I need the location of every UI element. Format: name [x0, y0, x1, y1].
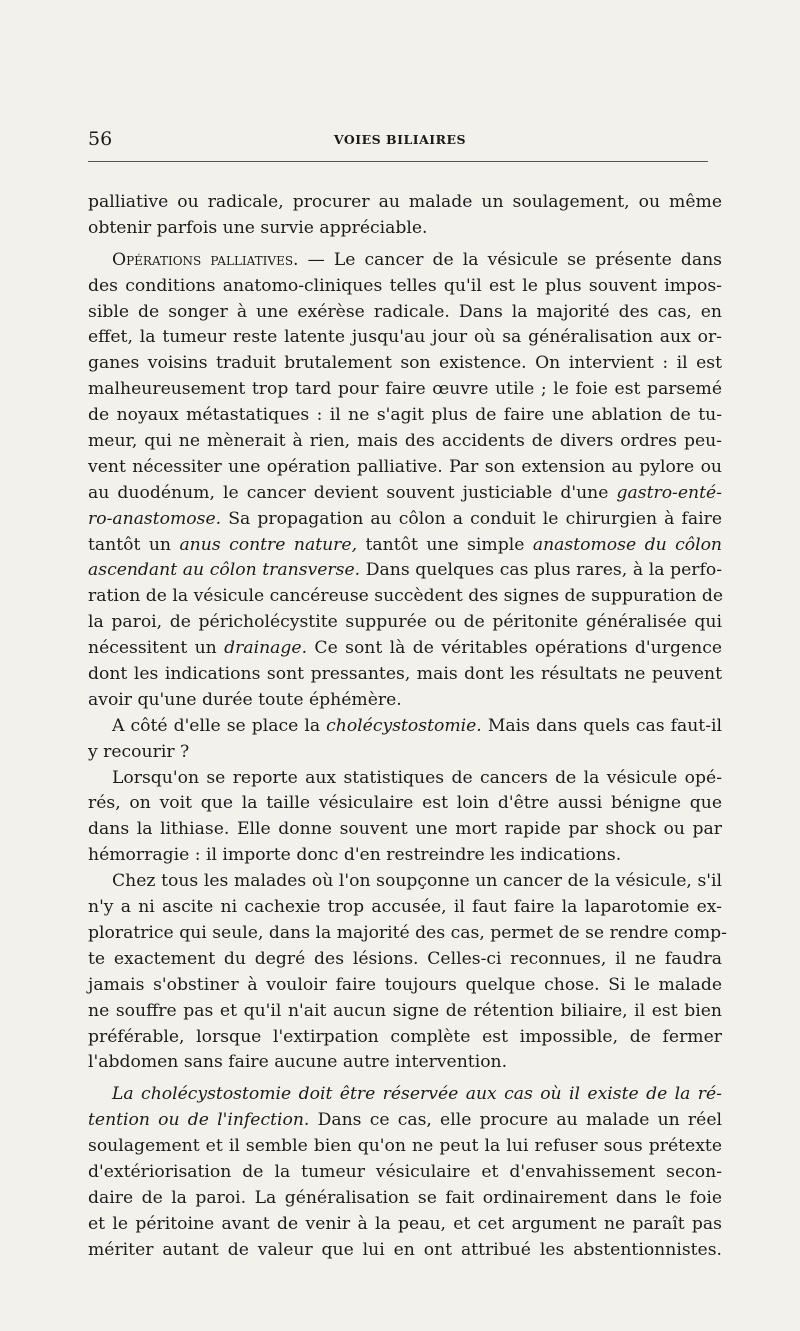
text-line — [88, 1082, 722, 1108]
text-segment: te exactement du degré des lésions. Celles-ci reconnues, il ne faudra — [88, 948, 722, 969]
text-line — [88, 351, 722, 377]
text-segment: au duodénum, le cancer devient souvent justiciable d'une — [88, 482, 617, 503]
text-segment: Mais dans quels cas faut-il — [481, 715, 722, 736]
text-line — [88, 216, 722, 242]
text-line — [88, 791, 722, 817]
text-line — [88, 274, 722, 300]
text-segment: Chez tous les malades où l'on soupçonne un cancer de la vésicule, s'il — [112, 871, 722, 892]
text-segment: tantôt un — [88, 534, 180, 555]
text-line — [88, 300, 722, 326]
text-line — [88, 999, 722, 1025]
italic-text: anastomose du côlon — [532, 534, 723, 555]
page-number: 56 — [88, 128, 113, 150]
text-segment: sible de songer à une exérèse radicale. Dans la majorité des cas, en — [88, 301, 722, 322]
text-segment: soulagement et il semble bien qu'on ne peut la lui refuser sous prétexte — [88, 1136, 722, 1157]
text-segment: malheureusement trop tard pour faire œuvre utile ; le foie est parsemé — [88, 379, 722, 400]
text-line — [88, 740, 722, 766]
text-segment: Dans quelques cas plus rares, à la perfo- — [360, 560, 723, 581]
text-line — [88, 190, 722, 216]
text-segment: palliative ou radicale, procurer au malade un soulagement, ou même — [88, 192, 722, 212]
text-segment: vent nécessiter une opération palliative. Par son extension au pylore ou — [88, 456, 722, 477]
section-heading: Opérations palliatives. — [112, 249, 299, 270]
text-line — [88, 1025, 722, 1051]
text-segment: Ce sont là de véritables opérations d'urgence — [307, 638, 722, 659]
text-segment: ganes voisins traduit brutalement son existence. On intervient : il est — [88, 353, 722, 374]
text-segment: avoir qu'une durée toute éphémère. — [88, 689, 402, 710]
text-segment: rés, on voit que la taille vésiculaire est loin d'être aussi bénigne que — [88, 793, 722, 814]
text-line — [88, 921, 727, 947]
text-segment: obtenir parfois une survie appréciable. — [88, 217, 428, 238]
text-segment: Sa propagation au côlon a conduit le chirurgien à faire — [221, 508, 722, 529]
text-line — [88, 1238, 722, 1264]
text-line — [88, 636, 722, 662]
text-line — [88, 1050, 722, 1076]
text-segment: d'extériorisation de la tumeur vésiculaire et d'envahissement secon- — [88, 1161, 722, 1182]
text-line — [88, 843, 722, 869]
text-line — [88, 869, 722, 895]
text-line — [88, 558, 722, 584]
text-segment: ploratrice qui seule, dans la majorité des cas, permet de se rendre comp- — [88, 922, 727, 943]
text-line — [88, 584, 722, 610]
text-segment: ration de la vésicule cancéreuse succèdent des signes de suppuration de — [88, 586, 724, 607]
text-line — [88, 714, 722, 740]
text-line — [88, 325, 722, 351]
text-segment: jamais s'obstiner à vouloir faire toujours quelque chose. Si le malade — [88, 974, 722, 995]
text-line — [88, 1134, 722, 1160]
text-segment: A côté d'elle se place la — [112, 715, 327, 736]
text-segment: hémorragie : il importe donc d'en restreindre les indications. — [88, 845, 622, 866]
text-segment: daire de la paroi. La généralisation se fait ordinairement dans le foie — [88, 1187, 722, 1208]
text-line — [88, 662, 722, 688]
text-segment: tantôt une simple — [357, 534, 533, 555]
text-segment: de noyaux métastatiques : il ne s'agit plus de faire une ablation de tu- — [88, 405, 722, 426]
text-line — [88, 377, 722, 403]
text-line — [88, 1186, 722, 1212]
text-line — [88, 610, 722, 636]
text-line — [88, 507, 722, 533]
running-head: VOIES BILIAIRES — [333, 132, 467, 147]
body-text — [88, 190, 727, 1264]
italic-text: anus contre nature, — [179, 534, 358, 555]
text-segment: ne souffre pas et qu'il n'ait aucun signe de rétention biliaire, il est bien — [88, 1000, 722, 1021]
text-segment: effet, la tumeur reste latente jusqu'au jour où sa généralisation aux or- — [88, 327, 722, 348]
text-line — [88, 1108, 722, 1134]
italic-text: ascendant au côlon transverse. — [88, 560, 361, 581]
text-line — [88, 817, 722, 843]
italic-text: cholécystostomie. — [326, 715, 482, 736]
text-line — [88, 1212, 722, 1238]
text-segment: n'y a ni ascite ni cachexie trop accusée, il faut faire la laparotomie ex- — [88, 897, 722, 918]
text-segment: dont les indications sont pressantes, mais dont les résultats ne peuvent — [88, 664, 722, 685]
italic-text: ro-anastomose. — [88, 508, 222, 529]
text-segment: préférable, lorsque l'extirpation complète est impossible, de fermer — [88, 1026, 722, 1047]
text-segment: y recourir ? — [88, 741, 190, 762]
text-segment: des conditions anatomo-cliniques telles qu'il est le plus souvent impos- — [88, 275, 722, 296]
text-line — [88, 688, 722, 714]
text-segment: et le péritoine avant de venir à la peau, et cet argument ne paraît pas — [88, 1213, 722, 1234]
text-line — [88, 947, 722, 973]
italic-text: drainage. — [224, 638, 308, 659]
text-line — [88, 248, 722, 274]
text-segment: Dans ce cas, elle procure au malade un réel — [309, 1110, 722, 1131]
text-line — [88, 973, 722, 999]
text-line — [88, 403, 722, 429]
italic-text: gastro-enté- — [616, 482, 722, 503]
text-segment: mériter autant de valeur que lui en ont attribué les abstentionnistes. — [88, 1239, 722, 1260]
text-line — [88, 895, 722, 921]
italic-text: tention ou de l'infection. — [88, 1110, 310, 1131]
text-segment: dans la lithiase. Elle donne souvent une mort rapide par shock ou par — [88, 819, 722, 840]
text-segment: Lorsqu'on se reporte aux statistiques de cancers de la vésicule opé- — [112, 767, 722, 788]
text-segment: meur, qui ne mènerait à rien, mais des accidents de divers ordres peu- — [88, 431, 722, 452]
text-line — [88, 429, 722, 455]
text-segment: nécessitent un — [88, 638, 225, 659]
text-line — [88, 766, 722, 792]
text-segment: la paroi, de péricholécystite suppurée ou de péritonite généralisée qui — [88, 612, 722, 633]
header-rule — [88, 161, 708, 162]
text-line — [88, 455, 722, 481]
text-line — [88, 533, 722, 559]
text-line — [88, 481, 722, 507]
text-line — [88, 1160, 722, 1186]
text-segment: l'abdomen sans faire aucune autre intervention. — [88, 1052, 508, 1073]
italic-text: La cholécystostomie doit être réservée aux cas où il existe de la ré- — [112, 1084, 722, 1105]
text-segment: — Le cancer de la vésicule se présente dans — [298, 249, 723, 270]
